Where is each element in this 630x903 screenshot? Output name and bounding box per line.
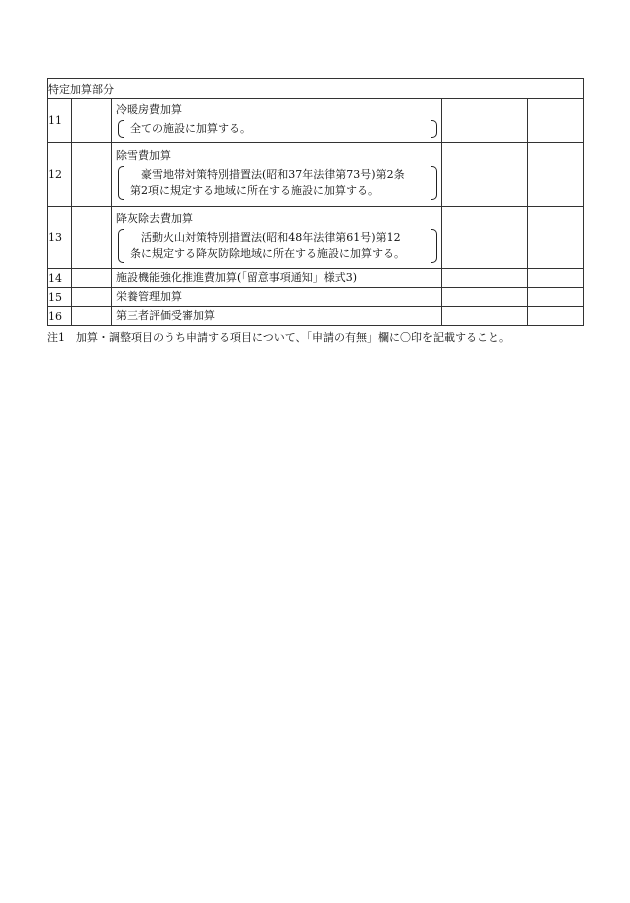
item-title: 第三者評価受審加算 [116,309,215,322]
item-title: 降灰除去費加算 [116,211,193,225]
table-row [48,269,584,288]
row-number: 14 [48,269,72,288]
item-cell [112,207,442,269]
blank-cell[interactable] [442,269,528,288]
table-row [48,307,584,326]
blank-cell[interactable] [528,288,584,307]
footnote: 注1 加算・調整項目のうち申請する項目について、「申請の有無」欄に〇印を記載すること。 [47,331,511,344]
row-number: 15 [48,288,72,307]
table-row [48,143,584,207]
note-line: 条に規定する降灰防除地域に所在する施設に加算する。 [130,246,405,260]
table-row [48,288,584,307]
row-number: 11 [48,99,72,143]
item-cell [112,307,442,326]
row-number: 16 [48,307,72,326]
blank-cell[interactable] [442,99,528,143]
application-mark-cell[interactable] [72,143,112,207]
item-title: 栄養管理加算 [116,290,182,303]
table-row [48,99,584,143]
item-cell [112,99,442,143]
application-mark-cell[interactable] [72,307,112,326]
blank-cell[interactable] [528,269,584,288]
blank-cell[interactable] [442,307,528,326]
note-line: 豪雪地帯対策特別措置法(昭和37年法律第73号)第2条 [141,167,405,181]
condition-note [118,165,437,201]
item-cell [112,288,442,307]
row-number: 13 [48,207,72,269]
blank-cell[interactable] [528,143,584,207]
application-mark-cell[interactable] [72,99,112,143]
row-number: 12 [48,143,72,207]
table-row [48,207,584,269]
condition-note [118,119,437,139]
note-line: 第2項に規定する地域に所在する施設に加算する。 [130,183,379,197]
item-title: 冷暖房費加算 [116,102,182,116]
note-line: 全ての施設に加算する。 [130,121,251,135]
blank-cell[interactable] [442,207,528,269]
blank-cell[interactable] [528,99,584,143]
condition-note [118,228,437,264]
blank-cell[interactable] [528,207,584,269]
blank-cell[interactable] [442,288,528,307]
blank-cell[interactable] [528,307,584,326]
blank-cell[interactable] [442,143,528,207]
application-mark-cell[interactable] [72,288,112,307]
special-addition-table [47,78,584,326]
item-title: 施設機能強化推進費加算(「留意事項通知」様式3) [116,271,358,284]
item-cell [112,143,442,207]
section-header-row [48,79,584,99]
note-line: 活動火山対策特別措置法(昭和48年法律第61号)第12 [141,230,401,244]
application-mark-cell[interactable] [72,207,112,269]
application-mark-cell[interactable] [72,269,112,288]
section-header: 特定加算部分 [48,79,584,99]
item-title: 除雪費加算 [116,148,171,162]
item-cell [112,269,442,288]
